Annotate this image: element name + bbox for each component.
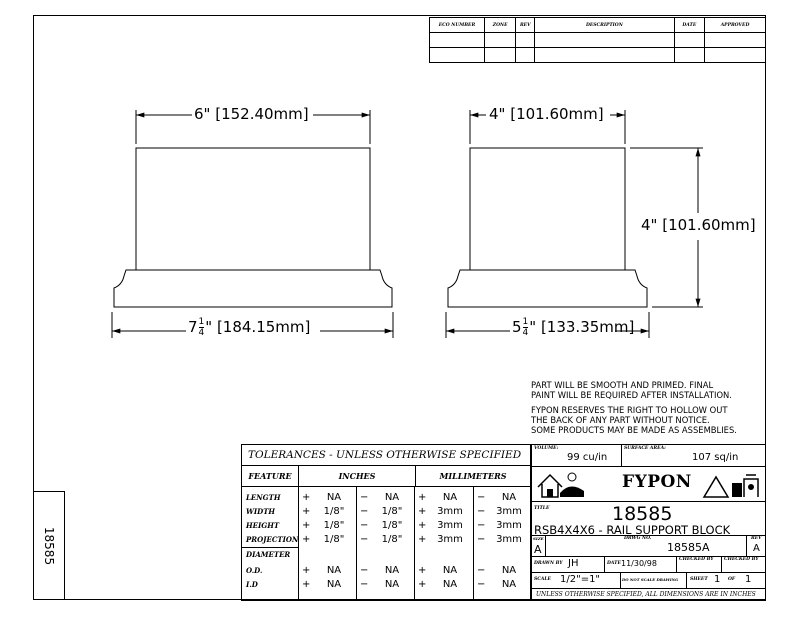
inches-minus-sign: − [360,520,369,531]
mm-plus-sign: + [418,579,427,590]
tolerances-col-mm: MILLIMETERS [439,471,507,481]
side-base-dimension-text [512,317,634,338]
logo-row [532,466,765,502]
sheet-label: SHEET [690,577,708,582]
tolerance-feature-label: O.D. [246,566,263,575]
of-label: OF [728,577,736,582]
fypon-logo: FYPON [622,472,692,492]
volume-value: 99 cu/in [567,452,608,463]
date-value: 11/30/98 [621,559,657,568]
inches-minus-sign: − [360,534,369,545]
title-label: TITLE [534,506,550,511]
tolerance-feature-label: WIDTH [246,507,276,516]
tolerance-row [242,578,532,592]
front-top-dimension-text: 6" [152.40mm] [194,105,309,123]
inches-minus-value: 1/8" [381,534,403,545]
tolerances-col-feature: FEATURE [242,466,299,486]
side-base-whole: 5 [512,318,522,336]
tolerances-header-row [242,466,530,487]
do-not-scale-note: DO NOT SCALE DRAWING [622,577,679,582]
title-block-footer: UNLESS OTHERWISE SPECIFIED, ALL DIMENSIONS ARE IN INCHES [536,591,756,598]
mm-minus-value: 3mm [496,520,522,531]
front-base-numerator: 1 [198,317,205,327]
inches-plus-value: NA [326,565,342,576]
tolerances-rows [242,487,532,592]
drawn-by-value: JH [568,558,579,569]
note-line: THE BACK OF ANY PART WITHOUT NOTICE. [531,415,710,425]
side-base-rest: " [133.35mm] [529,318,635,336]
inches-minus-value: NA [384,565,400,576]
tolerance-row [242,533,532,547]
note-line: FYPON RESERVES THE RIGHT TO HOLLOW OUT [531,405,728,415]
tolerances-block [241,444,531,601]
inches-plus-value: NA [326,492,342,503]
mm-plus-sign: + [418,534,427,545]
column-illustration-icon [700,469,762,499]
mm-minus-value: NA [501,492,517,503]
mm-minus-sign: − [477,520,486,531]
mm-minus-value: NA [501,565,517,576]
scale-label: SCALE [534,577,551,582]
inches-minus-sign: − [360,565,369,576]
mm-minus-value: 3mm [496,534,522,545]
tolerance-row [242,491,532,505]
side-base-numerator: 1 [522,317,529,327]
front-base-dimension-text [188,317,310,338]
mm-minus-sign: − [477,565,486,576]
surface-area-value: 107 sq/in [692,452,739,463]
side-tab [33,491,65,600]
size-row [532,535,765,557]
tolerance-row [242,505,532,519]
mm-minus-sign: − [477,506,486,517]
house-illustration-icon [536,469,588,499]
rev-header-eco: ECO NUMBER [430,18,485,33]
mm-plus-value: 3mm [437,506,463,517]
note-line: PAINT WILL BE REQUIRED AFTER INSTALLATION. [531,390,732,400]
note-line: SOME PRODUCTS MAY BE MADE AS ASSEMBLIES. [531,425,737,435]
inches-plus-value: 1/8" [323,506,345,517]
mm-minus-value: NA [501,579,517,590]
tolerance-row [242,519,532,533]
tolerance-feature-label: LENGTH [246,493,281,502]
tolerances-col-inches: INCHES [299,466,416,486]
title-row [532,501,765,536]
inches-minus-sign: − [360,506,369,517]
inches-plus-sign: + [302,520,311,531]
scale-value: 1/2"=1" [560,574,601,585]
mm-plus-value: NA [442,579,458,590]
inches-minus-value: 1/8" [381,506,403,517]
diameter-label: DIAMETER [242,547,298,562]
front-base-whole: 7 [188,318,198,336]
drawing-notes [531,380,737,435]
tolerance-feature-label: HEIGHT [246,521,280,530]
date-label: DATE [607,561,621,566]
rev-label: REV [751,536,762,541]
side-height-dimension-text: 4" [101.60mm] [641,216,756,234]
inches-minus-value: NA [384,492,400,503]
mm-minus-sign: − [477,534,486,545]
surface-area-label: SURFACE AREA: [624,446,666,451]
mm-plus-value: NA [442,492,458,503]
inches-minus-value: 1/8" [381,520,403,531]
inches-plus-value: NA [326,579,342,590]
sheet-value: 1 [714,574,721,585]
inches-plus-sign: + [302,579,311,590]
rev-value: A [753,543,760,554]
of-value: 1 [745,574,752,585]
mm-plus-value: 3mm [437,520,463,531]
tolerance-row [242,564,532,578]
checked-by-label-2: CHECKED BY [724,557,759,562]
side-base-denominator: 4 [522,328,529,338]
rev-header-description: DESCRIPTION [535,18,674,33]
tolerance-feature-label: PROJECTION [246,535,299,544]
dwg-value: 18585A [667,541,710,554]
rev-header-approved: APPROVED [705,18,766,33]
inches-plus-sign: + [302,565,311,576]
side-top-dimension-text: 4" [101.60mm] [489,105,604,123]
drawn-by-label: DRAWN BY [534,561,563,566]
inches-minus-sign: − [360,492,369,503]
mm-plus-value: 3mm [437,534,463,545]
tolerance-feature-label: I.D [246,580,258,589]
side-base-fraction [523,317,529,338]
front-view-outline [112,110,393,338]
front-base-fraction [199,317,205,338]
inches-minus-sign: − [360,579,369,590]
scale-row [532,572,765,589]
inches-plus-sign: + [302,534,311,545]
mm-minus-value: 3mm [496,506,522,517]
checked-by-label: CHECKED BY [679,557,714,562]
note-line: PART WILL BE SMOOTH AND PRIMED. FINAL [531,380,714,390]
tolerances-title: TOLERANCES - UNLESS OTHERWISE SPECIFIED [242,445,530,466]
rev-header-date: DATE [674,18,704,33]
dwg-label: DRWG NO. [624,536,652,541]
inches-plus-sign: + [302,506,311,517]
drawn-row [532,556,765,573]
mm-plus-sign: + [418,492,427,503]
part-description: RSB4X4X6 - RAIL SUPPORT BLOCK [534,523,731,537]
rev-header-zone: ZONE [484,18,515,33]
mm-minus-sign: − [477,492,486,503]
mm-plus-sign: + [418,520,427,531]
side-tab-part-number: 18585 [42,526,56,566]
volume-row [532,445,765,467]
front-base-denominator: 4 [198,328,205,338]
inches-plus-value: 1/8" [323,534,345,545]
mm-plus-sign: + [418,506,427,517]
mm-plus-value: NA [442,565,458,576]
title-block [531,444,766,601]
mm-plus-sign: + [418,565,427,576]
volume-label: VOLUME: [534,446,559,451]
front-base-rest: " [184.15mm] [205,318,311,336]
inches-plus-value: 1/8" [323,520,345,531]
inches-plus-sign: + [302,492,311,503]
mm-minus-sign: − [477,579,486,590]
size-label: SIZE [533,536,544,541]
inches-minus-value: NA [384,579,400,590]
rev-header-rev: REV [516,18,535,33]
part-number-title: 18585 [612,503,673,525]
size-value: A [534,543,542,556]
